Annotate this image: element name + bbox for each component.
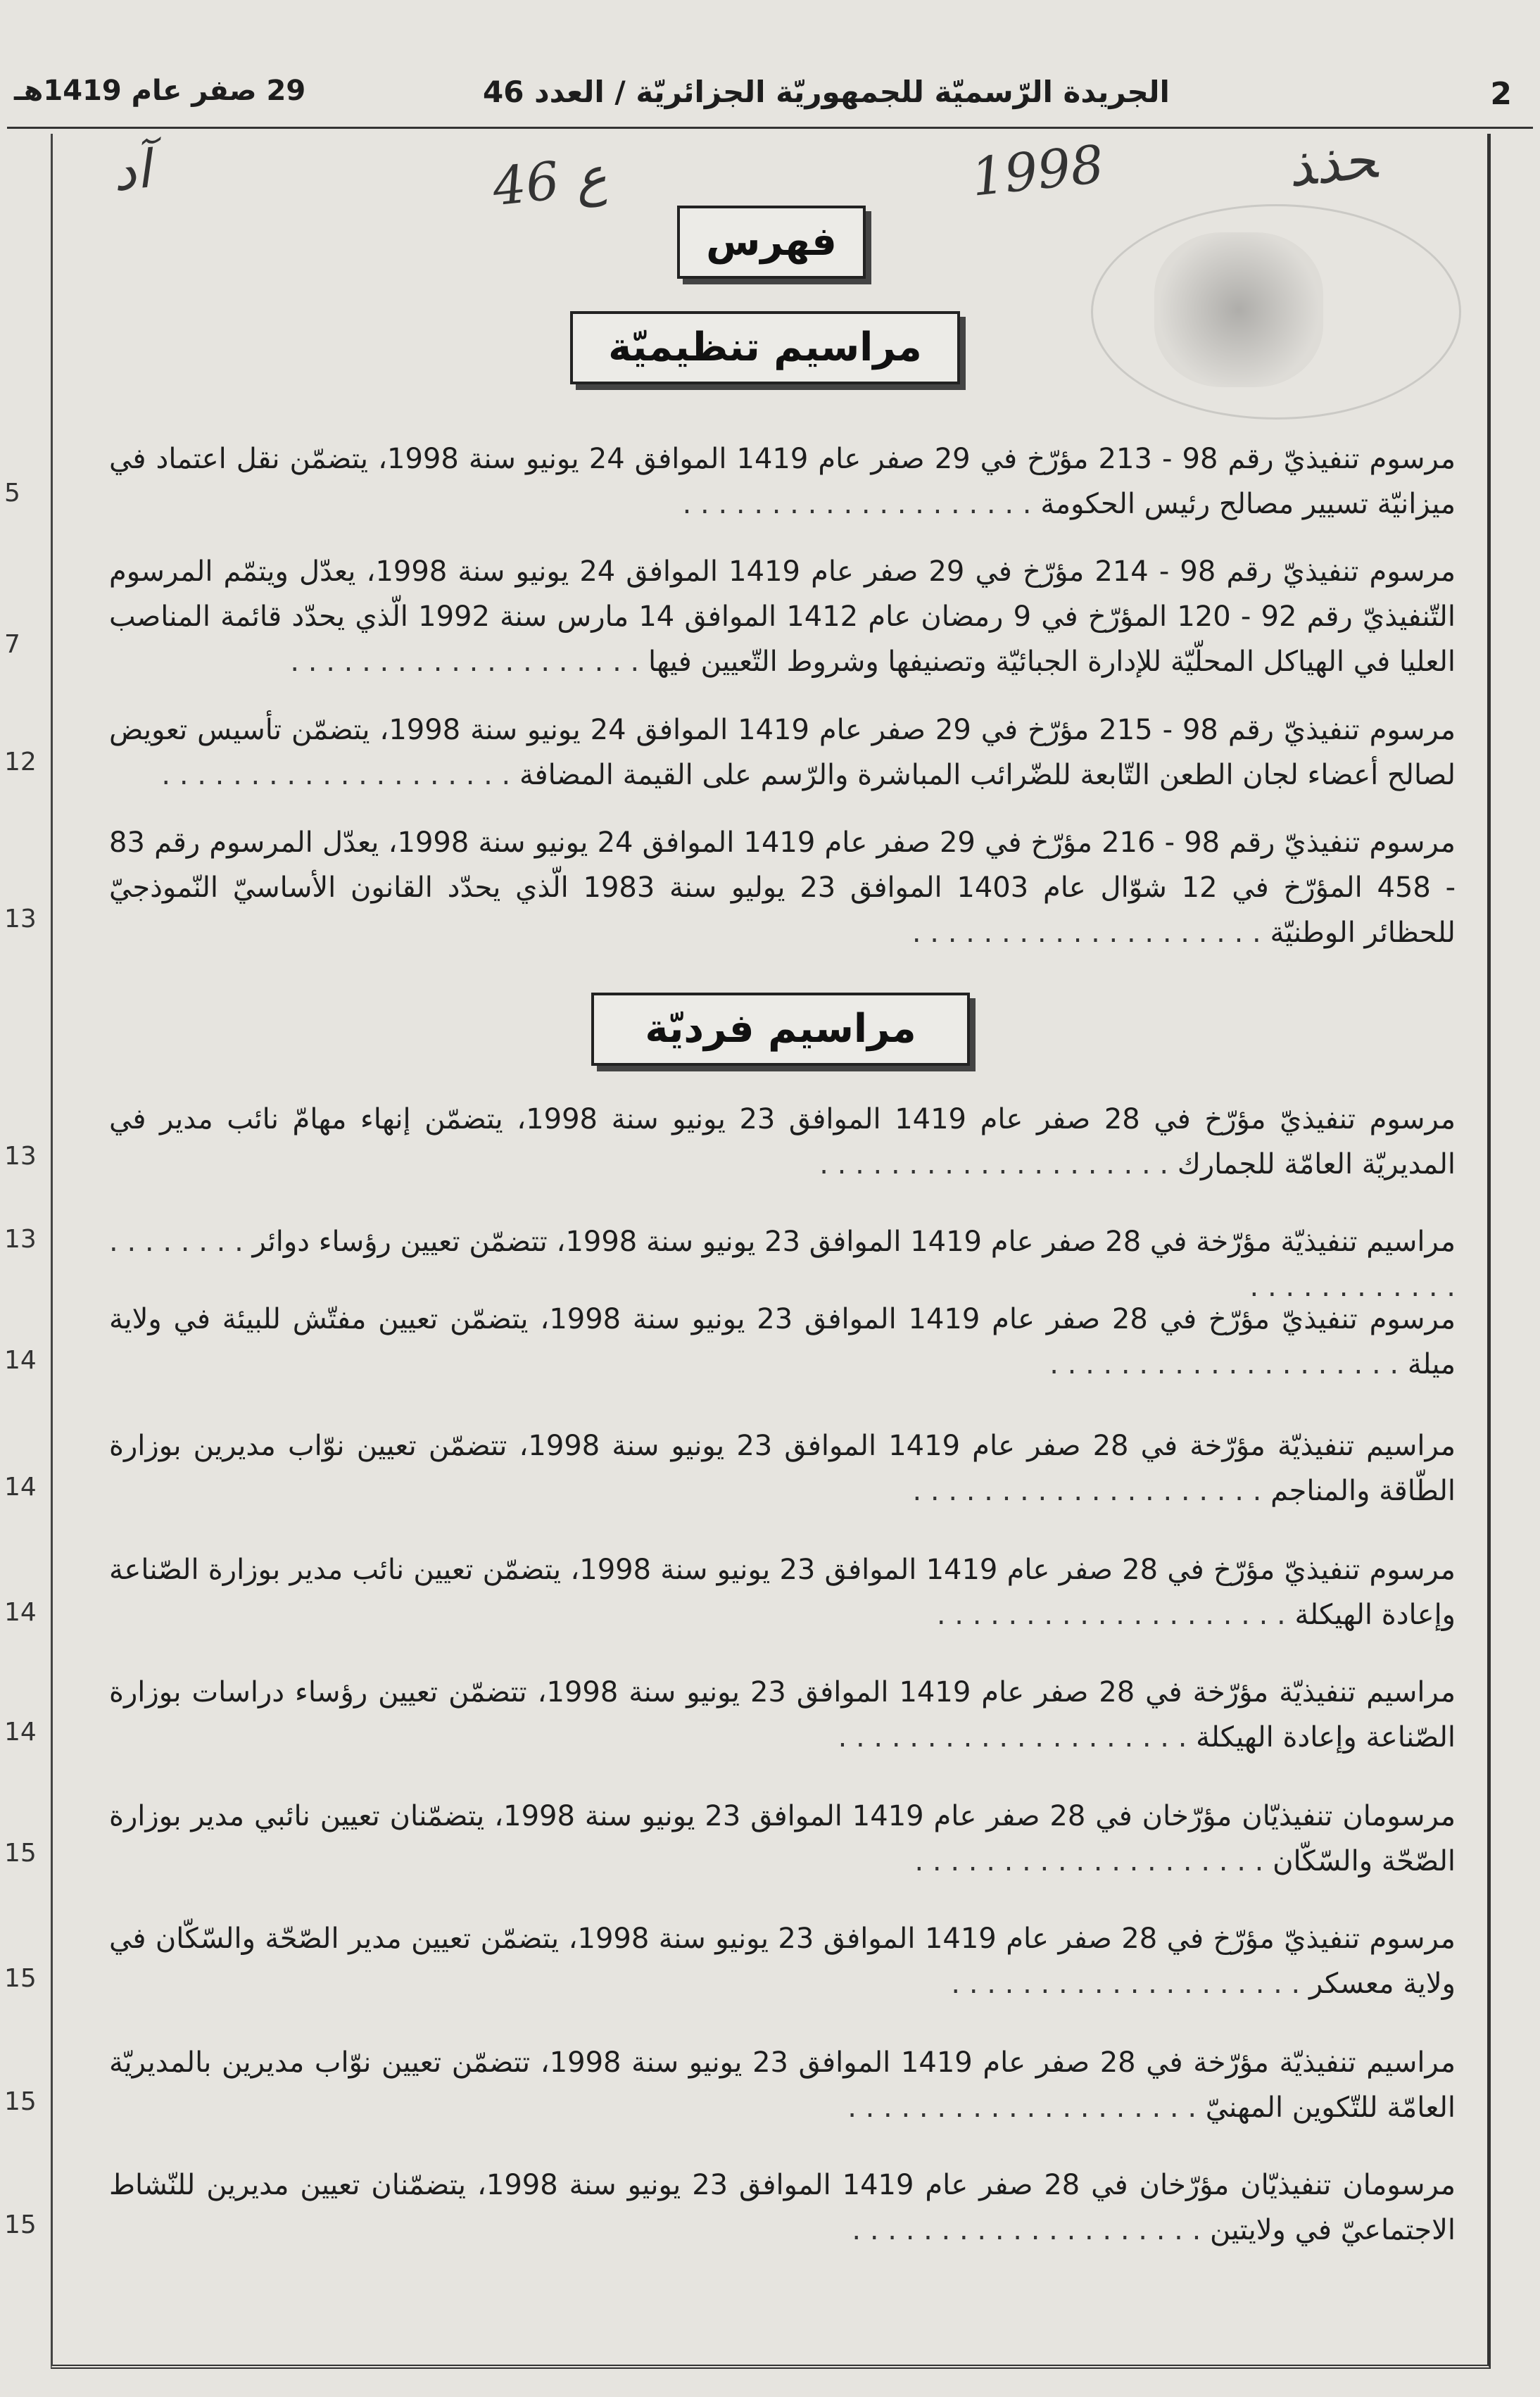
- page-ref: 7: [4, 630, 20, 659]
- page-ref: 14: [4, 1473, 37, 1502]
- regulatory-entry: [109, 436, 1456, 527]
- regulatory-decrees-heading-text: مراسيم تنظيميّة: [608, 325, 922, 370]
- entry-leader: . . . . . . . . . . . . . . . . . . . .: [936, 1599, 1286, 1631]
- index-heading-text: فهرس: [706, 219, 837, 265]
- running-date: 29 صفر عام 1419هـ: [14, 75, 306, 107]
- entry-text: مرسوم تنفيذيّ مؤرّخ في 28 صفر عام 1419 الموافق 23 يونيو سنة 1998، يتضمّن تعيين مفتّش للبيئة في ولاية ميلة: [109, 1303, 1456, 1380]
- page-ref: 15: [4, 1964, 37, 1993]
- entry-leader: . . . . . . . . . . . . . . . . . . . .: [682, 488, 1032, 520]
- page-ref: 13: [4, 1225, 37, 1254]
- running-title: الجريدة الرّسميّة للجمهوريّة الجزائريّة / العدد 46: [483, 75, 1170, 109]
- page-ref: 14: [4, 1598, 37, 1627]
- entry-leader: . . . . . . . . . . . . . . . . . . . .: [1049, 1348, 1399, 1380]
- individual-entry: [109, 1547, 1456, 1637]
- page-ref: 14: [4, 1718, 37, 1747]
- entry-text: مرسوم تنفيذيّ رقم 98 - 215 مؤرّخ في 29 صفر عام 1419 الموافق 24 يونيو سنة 1998، يتضمّن تأسيس تعويض لصالح أعضاء لجان الطعن التّابعة للضّرائب المباشرة والرّسم على القيمة المضافة: [109, 714, 1456, 791]
- entry-text: مرسوم تنفيذيّ رقم 98 - 214 مؤرّخ في 29 صفر عام 1419 الموافق 24 يونيو سنة 1998، يعدّل ويتمّم المرسوم التّنفيذيّ رقم 92 - 120 المؤرّخ في 9 رمضان عام 1412 الموافق 14 مارس سنة 1992 الّذي يحدّد قائمة المناصب العليا في الهياكل المحلّيّة للإدارة الجبائيّة وتصنيفها وشروط التّعيين فيها: [109, 555, 1456, 678]
- individual-entry: [109, 1670, 1456, 1760]
- entry-text: مراسيم تنفيذيّة مؤرّخة في 28 صفر عام 1419 الموافق 23 يونيو سنة 1998، تتضمّن تعيين نوّاب مديرين بوزارة الطّاقة والمناجم: [109, 1430, 1456, 1507]
- regulatory-entry: [109, 549, 1456, 684]
- regulatory-decrees-heading: [570, 311, 960, 384]
- individual-entry: [109, 1297, 1456, 1387]
- individual-entry: [109, 2163, 1456, 2253]
- individual-entry: [109, 2040, 1456, 2130]
- entry-leader: . . . . . . . . . . . . . . . . . . . .: [852, 2214, 1201, 2246]
- page-ref: 13: [4, 905, 37, 933]
- entry-text: مراسيم تنفيذيّة مؤرّخة في 28 صفر عام 1419 الموافق 23 يونيو سنة 1998، تتضمّن تعيين نوّاب مديرين بالمديريّة العامّة للتّكوين المهنيّ: [109, 2046, 1456, 2124]
- entry-text: مراسيم تنفيذيّة مؤرّخة في 28 صفر عام 1419 الموافق 23 يونيو سنة 1998، تتضمّن تعيين رؤساء دوائر: [252, 1226, 1456, 1258]
- index-heading: [677, 206, 866, 279]
- entry-leader: . . . . . . . . . . . . . . . . . . . .: [819, 1148, 1169, 1181]
- page-ref: 12: [4, 748, 37, 776]
- handwritten-note-year: 1998: [968, 134, 1107, 208]
- individual-decrees-heading-text: مراسيم فرديّة: [645, 1006, 916, 1052]
- individual-entry: [109, 1794, 1456, 1884]
- entry-text: مرسوم تنفيذيّ مؤرّخ في 28 صفر عام 1419 الموافق 23 يونيو سنة 1998، يتضمّن إنهاء مهامّ نائب مدير في المديريّة العامّة للجمارك: [109, 1103, 1456, 1181]
- entry-leader: . . . . . . . . . . . . . . . . . . . .: [912, 1475, 1262, 1507]
- entry-leader: . . . . . . . . . . . . . . . . . . . .: [838, 1721, 1187, 1754]
- regulatory-entry: [109, 707, 1456, 798]
- entry-text: مرسوم تنفيذيّ مؤرّخ في 28 صفر عام 1419 الموافق 23 يونيو سنة 1998، يتضمّن تعيين نائب مدير بوزارة الصّناعة وإعادة الهيكلة: [109, 1554, 1456, 1631]
- page-ref: 15: [4, 1839, 37, 1868]
- handwritten-note-left: ﺁﺩ: [109, 139, 153, 203]
- header-rule: [7, 127, 1533, 129]
- official-stamp-center: [1154, 232, 1323, 387]
- entry-text: مرسومان تنفيذيّان مؤرّخان في 28 صفر عام 1419 الموافق 23 يونيو سنة 1998، يتضمّنان تعيين نائبي مدير بوزارة الصّحّة والسّكّان: [109, 1800, 1456, 1877]
- entry-leader: . . . . . . . . . . . . . . . . . . . .: [914, 1845, 1264, 1877]
- entry-leader: . . . . . . . . . . . . . . . . . . . .: [847, 2091, 1197, 2124]
- entry-text: مرسوم تنفيذيّ رقم 98 - 213 مؤرّخ في 29 صفر عام 1419 الموافق 24 يونيو سنة 1998، يتضمّن نقل اعتماد في ميزانيّة تسيير مصالح رئيس الحكومة: [109, 443, 1456, 520]
- entry-text: مراسيم تنفيذيّة مؤرّخة في 28 صفر عام 1419 الموافق 23 يونيو سنة 1998، تتضمّن تعيين رؤساء دراسات بوزارة الصّناعة وإعادة الهيكلة: [109, 1676, 1456, 1754]
- entry-leader: . . . . . . . . . . . . . . . . . . . .: [161, 759, 511, 791]
- page-ref: 15: [4, 2087, 37, 2116]
- entry-text: مرسوم تنفيذيّ رقم 98 - 216 مؤرّخ في 29 صفر عام 1419 الموافق 24 يونيو سنة 1998، يعدّل المرسوم رقم 83 - 458 المؤرّخ في 12 شوّال عام 1403 الموافق 23 يوليو سنة 1983 الّذي يحدّد القانون الأساسيّ النّموذجيّ للحظائر الوطنيّة: [109, 826, 1456, 949]
- individual-entry: [109, 1097, 1456, 1187]
- page-ref: 15: [4, 2210, 37, 2239]
- entry-leader: . . . . . . . . . . . . . . . . . . . .: [109, 1226, 1456, 1303]
- individual-entry: [109, 1423, 1456, 1514]
- entry-leader: . . . . . . . . . . . . . . . . . . . .: [911, 917, 1261, 949]
- handwritten-note-right: ﺤﺬﺬ: [1285, 129, 1380, 199]
- handwritten-note-issue: 46 ع: [489, 145, 610, 218]
- individual-entry: [109, 1219, 1456, 1309]
- individual-entry: [109, 1916, 1456, 2006]
- regulatory-entry: [109, 820, 1456, 955]
- entry-leader: . . . . . . . . . . . . . . . . . . . .: [290, 646, 640, 678]
- individual-decrees-heading: [591, 993, 970, 1066]
- entry-leader: . . . . . . . . . . . . . . . . . . . .: [951, 1968, 1301, 2000]
- page-ref: 13: [4, 1142, 37, 1171]
- entry-text: مرسوم تنفيذيّ مؤرّخ في 28 صفر عام 1419 الموافق 23 يونيو سنة 1998، يتضمّن تعيين مدير الصّحّة والسّكّان في ولاية معسكر: [109, 1923, 1456, 2000]
- page-ref: 14: [4, 1346, 37, 1375]
- page-number: 2: [1490, 76, 1512, 112]
- page-ref: 5: [4, 479, 20, 508]
- entry-text: مرسومان تنفيذيّان مؤرّخان في 28 صفر عام 1419 الموافق 23 يونيو سنة 1998، يتضمّنان تعيين مديرين للنّشاط الاجتماعيّ في ولايتين: [109, 2169, 1456, 2246]
